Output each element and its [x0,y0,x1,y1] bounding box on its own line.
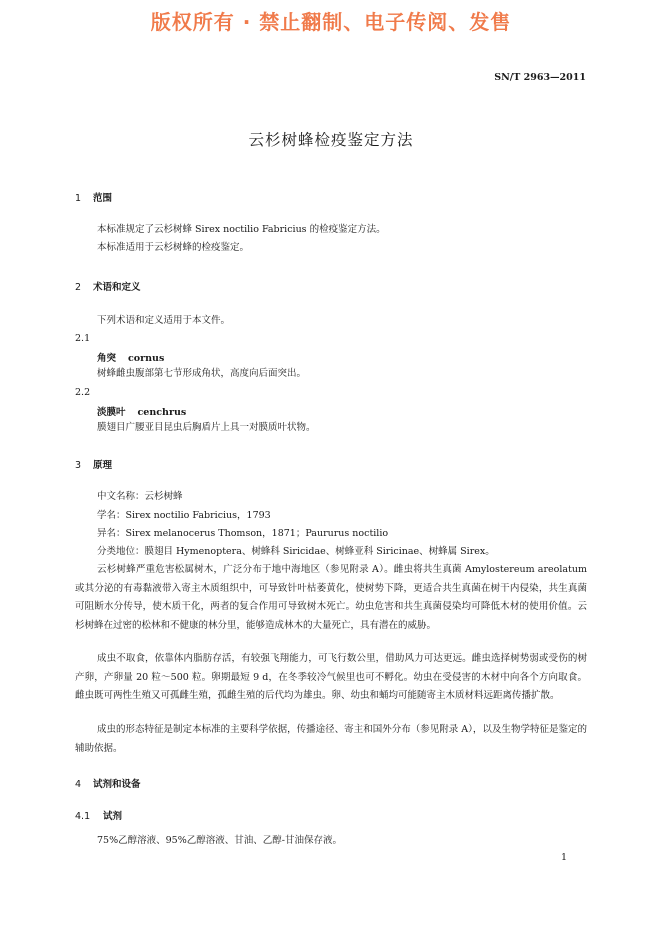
section-3-heading [75,457,112,471]
principle-paragraph-2: 成虫不取食，依靠体内脂肪存活，有较强飞翔能力，可飞行数公里，借助风力可达更远。雌虫选择树势弱或受伤的树产卵，产卵量 20 粒～500 粒。卵期最短 9 d，在冬季较冷气候里也可不孵化。幼虫在受侵害的木材中向各个方向取食。雌虫既可两性生殖又可孤雌生殖，孤雌生殖的后代均为雄虫。卵、幼虫和蛹均可能随寄主木质材料远距离传播扩散。 [75,653,587,701]
section-number: 3 [75,460,82,471]
section-1-heading [75,190,112,204]
term-zh: 角突 [97,353,117,364]
section-title: 试剂和设备 [93,779,141,790]
subsection-number: 4.1 [75,811,91,822]
term-cenchrus [97,404,186,418]
principle-paragraph-1: 云杉树蜂严重危害松属树木，广泛分布于地中海地区（参见附录 A）。雌虫将共生真菌 Amylostereum areolatum 或其分泌的有毒黏液带入寄主木质组织中，可导致针叶枯萎黄化，使树势下降，更适合共生真菌在树干内侵染，共生真菌可阻断水分传导，使木质干化，两者的复合作用可导致树木死亡。幼虫危害和共生真菌侵染均可降低木材的使用价值。云杉树蜂在过密的松林和不健康的林分里，能够造成林木的大量死亡，具有潜在的威胁。 [75,564,587,631]
term-cenchrus-definition: 膜翅目广腰亚目昆虫后胸盾片上具一对膜质叶状物。 [97,422,316,433]
term-cornus [97,350,164,364]
synonyms: 异名：Sirex melanocerus Thomson，1871；Paururus noctilio [97,528,389,539]
scope-paragraph-2: 本标准适用于云杉树蜂的检疫鉴定。 [97,242,250,253]
terms-intro: 下列术语和定义适用于本文件。 [97,315,231,326]
standard-number: SN/T 2963—2011 [494,72,586,83]
section-title: 术语和定义 [93,282,141,293]
subsection-title: 试剂 [103,811,123,822]
section-number: 1 [75,193,82,204]
term-en: cornus [128,353,165,364]
taxonomic-position: 分类地位：膜翅目 Hymenoptera、树蜂科 Siricidae、树蜂亚科 Siricinae、树蜂属 Sirex。 [97,546,495,557]
chinese-name: 中文名称：云杉树蜂 [97,491,183,502]
term-cornus-definition: 树蜂雌虫腹部第七节形成角状，高度向后面突出。 [97,368,307,379]
term-zh: 淡膜叶 [97,407,126,418]
term-en: cenchrus [137,407,187,418]
clause-number-2-2: 2.2 [75,387,91,398]
document-title: 云杉树蜂检疫鉴定方法 [248,131,414,149]
section-4-heading [75,776,141,790]
subsection-4-1-heading [75,808,122,822]
section-number: 2 [75,282,82,293]
copyright-watermark: 版权所有 · 禁止翻制、电子传阅、发售 [150,10,512,34]
section-title: 原理 [93,460,113,471]
section-2-heading [75,279,141,293]
section-title: 范围 [93,193,113,204]
clause-number-2-1: 2.1 [75,333,91,344]
reagents-list: 75%乙醇溶液、95%乙醇溶液、甘油、乙醇-甘油保存液。 [97,835,342,846]
scientific-name: 学名：Sirex noctilio Fabricius，1793 [97,510,271,521]
scope-paragraph-1: 本标准规定了云杉树蜂 Sirex noctilio Fabricius 的检疫鉴定方法。 [97,224,386,235]
section-number: 4 [75,779,82,790]
page-number: 1 [560,852,567,863]
principle-paragraph-3: 成虫的形态特征是制定本标准的主要科学依据，传播途径、寄主和国外分布（参见附录 A），以及生物学特征是鉴定的辅助依据。 [75,724,587,754]
